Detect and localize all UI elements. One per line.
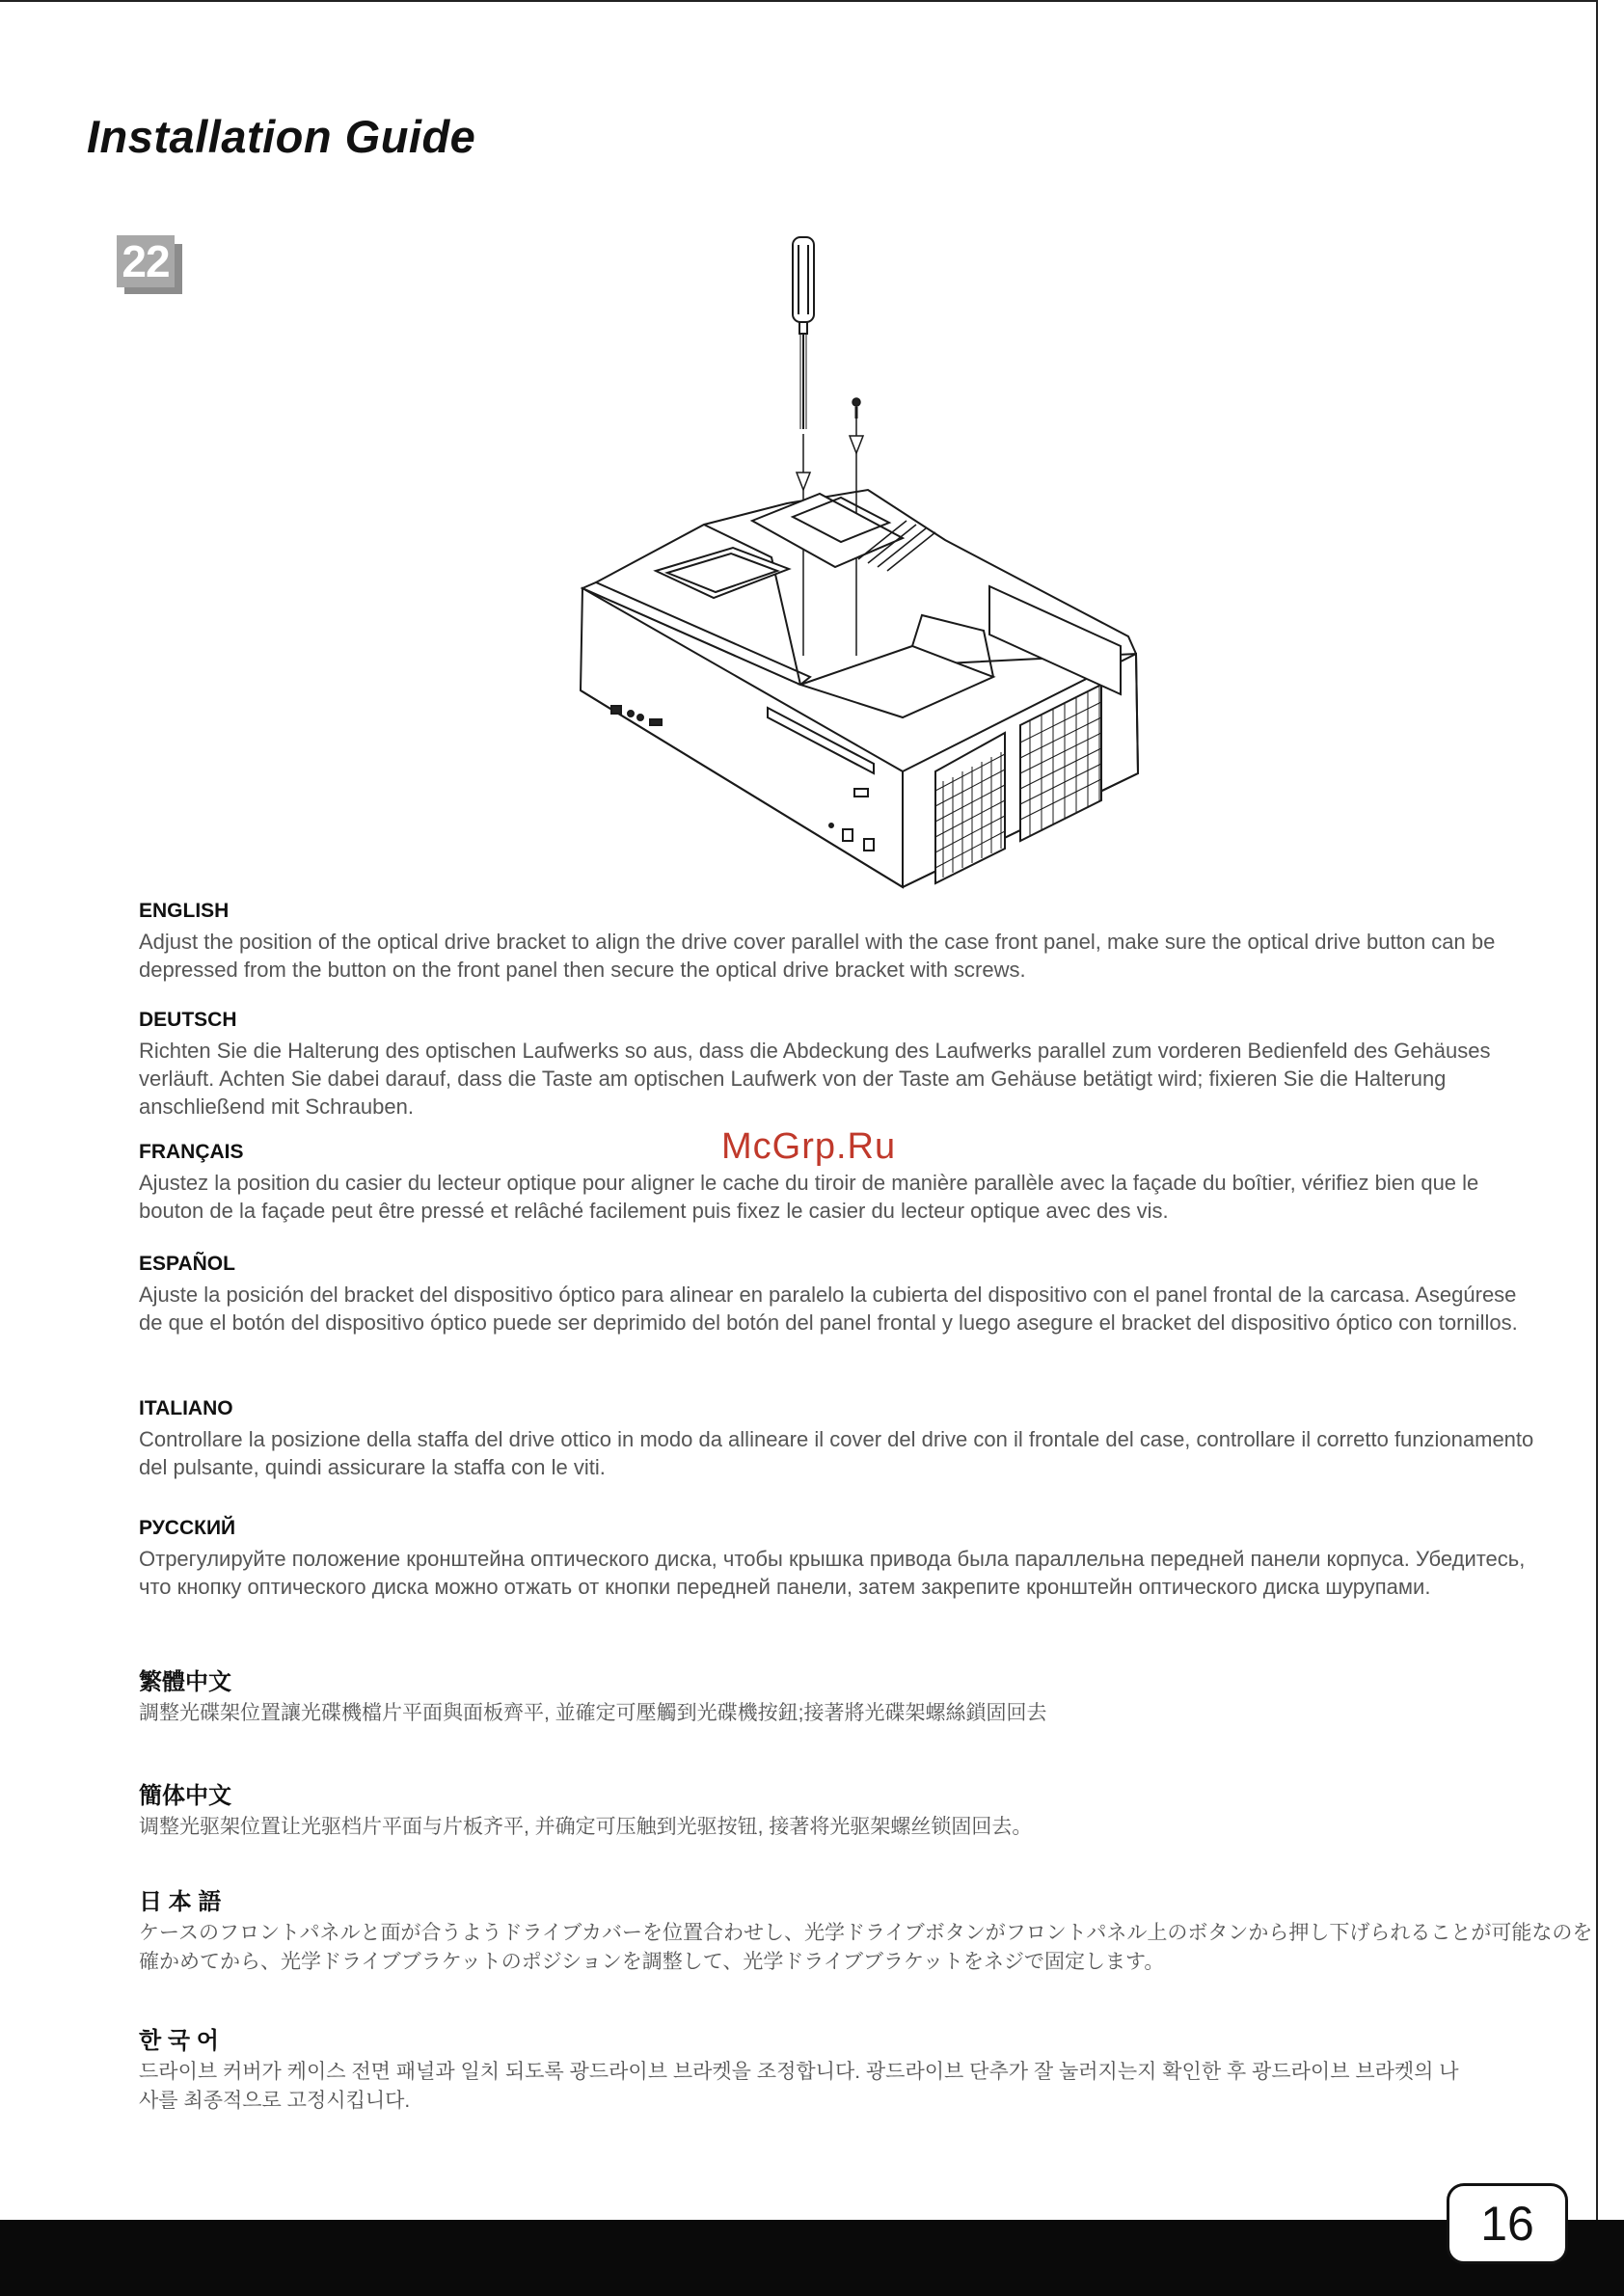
section-traditional-chinese: [139, 1670, 1537, 1728]
section-heading: ITALIANO: [139, 1397, 233, 1419]
section-francais: [139, 1140, 1537, 1225]
section-heading: 繁體中文: [139, 1669, 231, 1695]
section-text: Отрегулируйте положение кронштейна оптического диска, чтобы крышка привода была параллельна передней панели корпуса. Убедитесь, что кнопку оптического диска можно отжать от кнопки передней панели, затем закрепите кронштейн оптического диска шурупами.: [139, 1547, 1526, 1599]
page-title: Installation Guide: [87, 111, 476, 162]
page-number: 16: [1447, 2183, 1568, 2264]
section-text: 드라이브 커버가 케이스 전면 패널과 일치 되도록 광드라이브 브라켓을 조정합니다. 광드라이브 단추가 잘 눌러지는지 확인한 후 광드라이브 브라켓의 나사를 최종적으로 고정시킵니다.: [139, 2061, 1459, 2112]
footer-bar: [0, 2220, 1624, 2296]
section-text: Controllare la posizione della staffa del drive ottico in modo da allineare il cover del drive con il frontale del case, controllare il corretto funzionamento del pulsante, quindi assicurare la staffa con le viti.: [139, 1427, 1534, 1479]
section-text: Ajustez la position du casier du lecteur optique pour aligner le cache du tiroir de manière parallèle avec la façade du boîtier, vérifiez bien que le bouton de la façade peut être pressé et relâché facilement puis fixez le casier du lecteur optique avec des vis.: [139, 1171, 1479, 1223]
screwdriver-icon: [793, 237, 814, 429]
section-simplified-chinese: [139, 1784, 1537, 1842]
section-heading: FRANÇAIS: [139, 1141, 244, 1163]
section-korean: [139, 2029, 1470, 2116]
section-text: Ajuste la posición del bracket del dispositivo óptico para alinear en paralelo la cubierta del dispositivo con el panel frontal de la carcasa. Asegúrese de que el botón del dispositivo óptico puede ser deprimido del botón del panel frontal y luego asegure el bracket del dispositivo óptico con tornillos.: [139, 1283, 1518, 1335]
step-number-badge: [117, 235, 184, 295]
section-english: [139, 899, 1537, 984]
section-text: 调整光驱架位置让光驱档片平面与片板齐平, 并确定可压触到光驱按钮, 接著将光驱架螺丝锁固回去。: [139, 1816, 1033, 1838]
top-border: [0, 0, 1597, 2]
section-espanol: [139, 1252, 1537, 1337]
section-italiano: [139, 1396, 1537, 1481]
section-heading: DEUTSCH: [139, 1009, 237, 1031]
section-heading: 한 국 어: [139, 2028, 219, 2054]
case-body: [581, 490, 1138, 887]
watermark: McGrp.Ru: [721, 1126, 897, 1167]
section-text: Richten Sie die Halterung des optischen Laufwerks so aus, dass die Abdeckung des Laufwerks parallel zum vorderen Bedienfeld des Gehäuses verläuft. Achten Sie dabei darauf, dass die Taste am optischen Laufwerk von der Taste am Gehäuse betätigt wird; fixieren Sie die Halterung anschließend mit Schrauben.: [139, 1039, 1491, 1119]
step-number: 22: [117, 235, 175, 287]
section-heading: РУССКИЙ: [139, 1517, 236, 1539]
section-japanese: [139, 1890, 1605, 1977]
section-heading: ESPAÑOL: [139, 1253, 235, 1275]
section-heading: 簡体中文: [139, 1783, 231, 1809]
section-deutsch: [139, 1008, 1537, 1121]
section-heading: ENGLISH: [139, 900, 230, 922]
case-illustration: [569, 231, 1148, 897]
section-heading: 日 本 語: [139, 1889, 222, 1915]
section-text: Adjust the position of the optical drive bracket to align the drive cover parallel with the case front panel, make sure the optical drive button can be depressed from the button on the front panel then secure the optical drive bracket with screws.: [139, 930, 1496, 982]
section-russian: [139, 1516, 1537, 1601]
section-text: 調整光碟架位置讓光碟機檔片平面與面板齊平, 並確定可壓觸到光碟機按鈕;接著將光碟架螺絲鎖固回去: [139, 1702, 1047, 1724]
section-text: ケースのフロントパネルと面が合うようドライブカバーを位置合わせし、光学ドライブボタンがフロントパネル上のボタンから押し下げられることが可能なのを確かめてから、光学ドライブブラケットのポジションを調整して、光学ドライブブラケットをネジで固定します。: [139, 1922, 1593, 1973]
right-border: [1596, 0, 1598, 2220]
